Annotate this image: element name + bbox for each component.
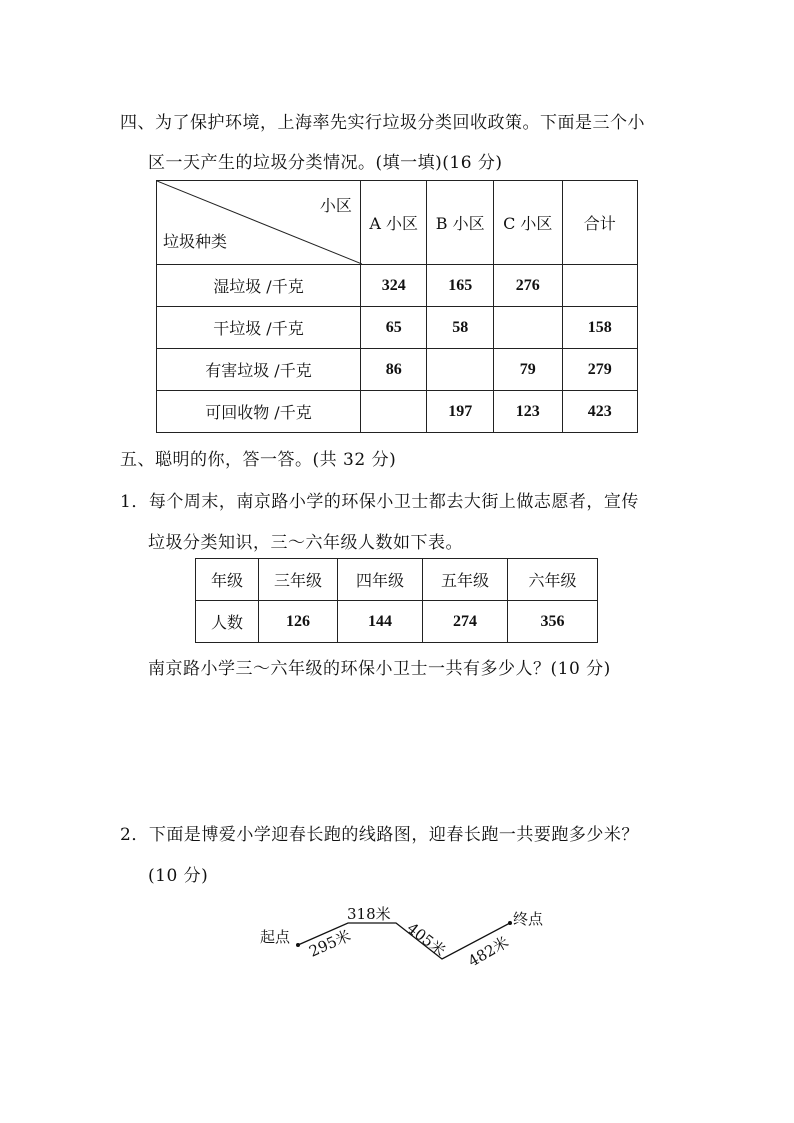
table-cell: 126 xyxy=(259,601,338,643)
section4-line1: 四、为了保护环境，上海率先实行垃圾分类回收政策。下面是三个小 xyxy=(120,113,645,133)
row-label: 湿垃圾 /千克 xyxy=(157,265,361,307)
corner-top-label: 小区 xyxy=(319,196,352,215)
table-cell-blank xyxy=(562,265,637,307)
table-row xyxy=(157,265,638,307)
diagonal-header-cell xyxy=(157,181,361,265)
garbage-table xyxy=(156,180,638,433)
row-label: 干垃圾 /千克 xyxy=(157,307,361,349)
seg1-label: 295米 xyxy=(306,926,354,961)
end-label: 终点 xyxy=(513,910,544,928)
route-diagram xyxy=(250,895,560,975)
header-cell: B 小区 xyxy=(427,181,494,265)
table-cell: 65 xyxy=(360,307,427,349)
table-cell: 六年级 xyxy=(508,559,598,601)
table-cell: 324 xyxy=(360,265,427,307)
table-cell: 人数 xyxy=(196,601,259,643)
table-cell: 276 xyxy=(494,265,563,307)
start-label: 起点 xyxy=(260,928,291,946)
table-cell: 423 xyxy=(562,391,637,433)
q1-question: 南京路小学三～六年级的环保小卫士一共有多少人？(10 分) xyxy=(148,659,611,679)
header-cell: C 小区 xyxy=(494,181,563,265)
table-cell-blank xyxy=(360,391,427,433)
table-cell: 158 xyxy=(562,307,637,349)
table-cell-blank xyxy=(494,307,563,349)
table-cell: 五年级 xyxy=(423,559,508,601)
grade-table xyxy=(195,558,598,643)
table-cell: 197 xyxy=(427,391,494,433)
row-label: 可回收物 /千克 xyxy=(157,391,361,433)
seg2-label: 318米 xyxy=(347,905,391,923)
seg4-label: 482米 xyxy=(465,933,512,971)
table-cell: 三年级 xyxy=(259,559,338,601)
q2-line2: (10 分) xyxy=(148,866,209,886)
section5-title: 五、聪明的你，答一答。(共 32 分) xyxy=(120,450,397,470)
table-row xyxy=(157,307,638,349)
table-cell: 123 xyxy=(494,391,563,433)
table-row xyxy=(196,559,598,601)
header-cell: A 小区 xyxy=(360,181,427,265)
table-row xyxy=(196,601,598,643)
table-row xyxy=(157,391,638,433)
table-cell: 年级 xyxy=(196,559,259,601)
table-row xyxy=(157,349,638,391)
end-point xyxy=(508,921,512,925)
q1-line1: 1．每个周末，南京路小学的环保小卫士都去大街上做志愿者，宣传 xyxy=(120,492,639,512)
q2-line1: 2．下面是博爱小学迎春长跑的线路图，迎春长跑一共要跑多少米？ xyxy=(120,825,639,845)
q1-line2: 垃圾分类知识，三～六年级人数如下表。 xyxy=(148,533,463,553)
table-cell-blank xyxy=(427,349,494,391)
section4-line2: 区一天产生的垃圾分类情况。(填一填)(16 分) xyxy=(148,153,503,173)
table-cell: 356 xyxy=(508,601,598,643)
table-cell: 79 xyxy=(494,349,563,391)
table-cell: 四年级 xyxy=(338,559,423,601)
row-label: 有害垃圾 /千克 xyxy=(157,349,361,391)
table-cell: 86 xyxy=(360,349,427,391)
start-point xyxy=(296,943,300,947)
table-cell: 144 xyxy=(338,601,423,643)
seg3-label: 405米 xyxy=(403,918,450,961)
header-cell: 合计 xyxy=(562,181,637,265)
table-cell: 165 xyxy=(427,265,494,307)
table-cell: 279 xyxy=(562,349,637,391)
table-cell: 58 xyxy=(427,307,494,349)
corner-bottom-label: 垃圾种类 xyxy=(163,232,228,251)
table-cell: 274 xyxy=(423,601,508,643)
table-header-row xyxy=(157,181,638,265)
